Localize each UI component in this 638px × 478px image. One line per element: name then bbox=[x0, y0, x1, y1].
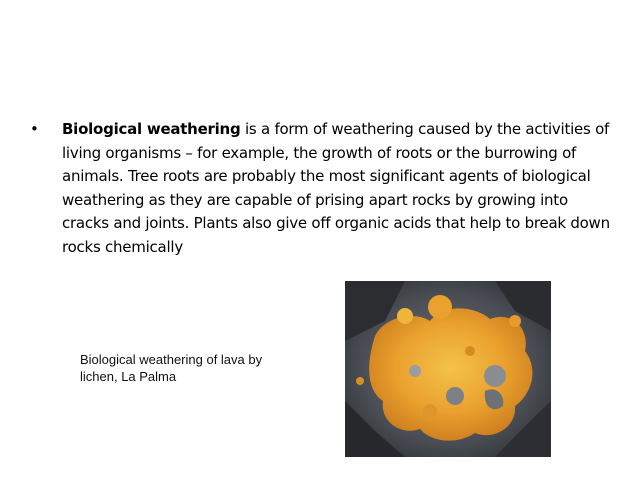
bullet-body: is a form of weathering caused by the activities of living organisms – for example, the growth of roots or the burrowing of animals. Tree roots are probably the most significant agents of biological weathering as they are capable of prising apart rocks by growing into cracks and joints. Plants also give off organic acids that help to break down rocks chemically bbox=[62, 120, 610, 256]
caption-line-2: lichen, La Palma bbox=[80, 369, 177, 384]
bullet-item bbox=[30, 118, 610, 259]
caption-line-1: Biological weathering of lava by bbox=[80, 352, 263, 367]
bullet-dot-icon: • bbox=[30, 120, 39, 138]
bullet-term: Biological weathering bbox=[62, 120, 241, 138]
bullet-paragraph bbox=[62, 118, 610, 259]
image-caption bbox=[80, 351, 330, 385]
lichen-lava-photo bbox=[345, 281, 551, 457]
lichen-lava-image bbox=[345, 281, 551, 457]
